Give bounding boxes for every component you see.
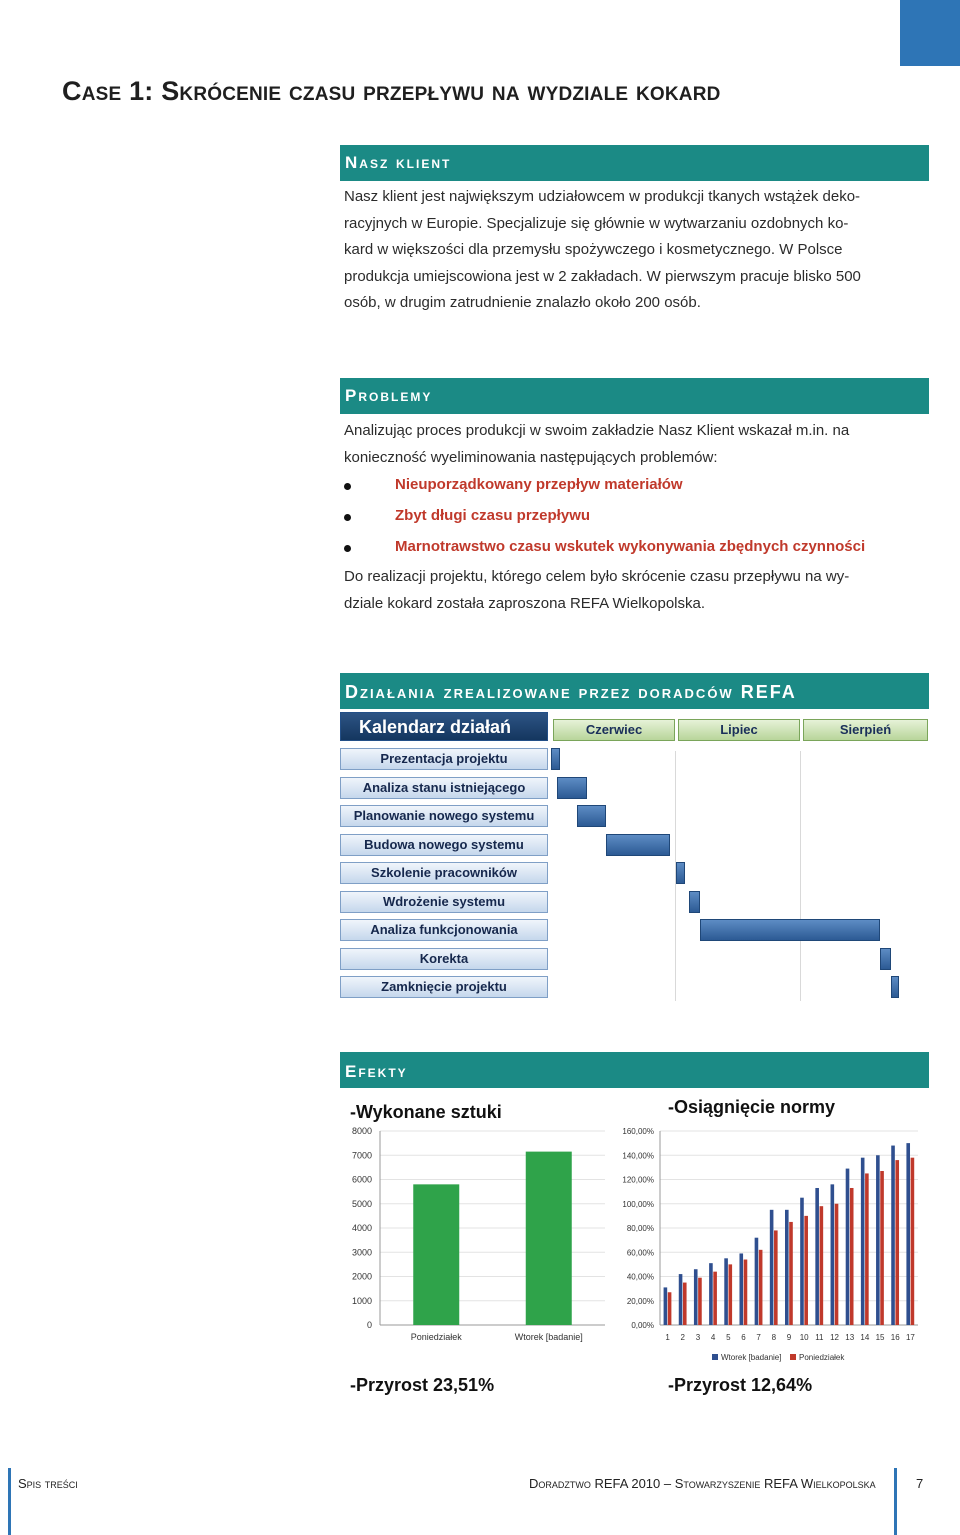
- bar: [526, 1152, 572, 1325]
- corner-accent: [900, 0, 960, 66]
- gantt-bar: [577, 805, 606, 827]
- bar: [876, 1155, 880, 1325]
- gantt-bar: [689, 891, 700, 913]
- gantt-bar: [676, 862, 685, 884]
- month-divider: [800, 751, 801, 1001]
- x-tick-label: 14: [860, 1333, 870, 1342]
- bar: [850, 1188, 854, 1325]
- gantt-task-label: Prezentacja projektu: [340, 748, 548, 770]
- y-tick-label: 80,00%: [626, 1224, 654, 1233]
- month-header: Lipiec: [678, 719, 800, 741]
- x-tick-label: 12: [830, 1333, 839, 1342]
- bar: [800, 1198, 804, 1325]
- gantt-chart: [339, 711, 931, 1001]
- footer-divider-right: [894, 1468, 897, 1535]
- x-tick-label: Wtorek [badanie]: [514, 1332, 583, 1342]
- list-item: Nieuporządkowany przepływ materiałów: [344, 476, 929, 507]
- section-header-client: Nasz klient: [340, 145, 929, 181]
- bar: [906, 1143, 910, 1325]
- x-tick-label: 6: [741, 1333, 746, 1342]
- bar: [698, 1278, 702, 1325]
- bar: [679, 1274, 683, 1325]
- y-tick-label: 5000: [351, 1198, 372, 1209]
- bar: [774, 1230, 778, 1325]
- bar: [683, 1283, 687, 1325]
- footer-divider-left: [8, 1468, 11, 1535]
- gantt-task-label: Szkolenie pracowników: [340, 862, 548, 884]
- bar: [835, 1204, 839, 1325]
- gantt-bar: [606, 834, 670, 856]
- x-tick-label: 17: [905, 1333, 915, 1342]
- bar: [413, 1184, 459, 1325]
- bar: [744, 1260, 748, 1325]
- y-tick-label: 8000: [351, 1126, 372, 1136]
- gantt-task-label: Analiza funkcjonowania: [340, 919, 548, 941]
- x-tick-label: 5: [726, 1333, 731, 1342]
- x-tick-label: 4: [710, 1333, 716, 1342]
- page-title: Case 1: Skrócenie czasu przepływu na wydziale kokard: [62, 76, 721, 106]
- legend-label: Wtorek [badanie]: [721, 1353, 782, 1362]
- bar: [755, 1238, 759, 1325]
- bar: [759, 1250, 763, 1325]
- month-header: Czerwiec: [553, 719, 675, 741]
- y-tick-label: 60,00%: [626, 1248, 654, 1258]
- y-tick-label: 20,00%: [626, 1296, 654, 1306]
- bar: [831, 1184, 835, 1325]
- gantt-task-label: Zamknięcie projektu: [340, 976, 548, 998]
- bar: [891, 1146, 895, 1325]
- gantt-bar: [880, 948, 891, 970]
- growth-pieces: -Przyrost 23,51%: [350, 1375, 495, 1395]
- chart-pieces: [340, 1120, 615, 1350]
- problems-outro: Do realizacji projektu, którego celem było skrócenie czasu przepływu na wy- dziale kokard została zaproszona REFA Wielkopolska.: [344, 568, 850, 612]
- bar: [846, 1169, 850, 1325]
- problems-intro: Analizując proces produkcji w swoim zakładzie Nasz Klient wskazał m.in. na konieczność wyeliminowania następujących problemów:: [344, 422, 850, 466]
- x-tick-label: 16: [890, 1333, 900, 1342]
- x-tick-label: 13: [845, 1333, 855, 1342]
- bar: [815, 1188, 819, 1325]
- y-tick-label: 0,00%: [631, 1321, 654, 1330]
- gantt-task-label: Wdrożenie systemu: [340, 891, 548, 913]
- bar: [739, 1253, 743, 1325]
- bar: [820, 1206, 824, 1325]
- section-header-actions: Działania zrealizowane przez doradców REFA: [340, 673, 929, 709]
- y-tick-label: 120,00%: [622, 1175, 654, 1185]
- bar: [709, 1263, 713, 1325]
- footer-title: Doradztwo REFA 2010 – Stowarzyszenie REFA Wielkopolska: [529, 1476, 876, 1491]
- gantt-task-label: Analiza stanu istniejącego: [340, 777, 548, 799]
- y-tick-label: 4000: [351, 1223, 372, 1233]
- bar: [668, 1292, 672, 1325]
- y-tick-label: 2000: [351, 1271, 372, 1282]
- section-header-effects: Efekty: [340, 1052, 929, 1088]
- bar: [694, 1269, 698, 1325]
- month-header: Sierpień: [803, 719, 928, 741]
- gantt-task-label: Budowa nowego systemu: [340, 834, 548, 856]
- bullet-icon: [344, 483, 351, 490]
- legend-swatch: [790, 1354, 796, 1360]
- y-tick-label: 40,00%: [626, 1272, 654, 1282]
- bar: [804, 1216, 808, 1325]
- legend-label: Poniedziałek: [799, 1353, 845, 1362]
- bar: [861, 1158, 865, 1325]
- x-tick-label: 15: [875, 1333, 885, 1342]
- y-tick-label: 3000: [351, 1247, 372, 1258]
- section-header-problems: Problemy: [340, 378, 929, 414]
- chart-label-pieces: -Wykonane sztuki: [350, 1102, 502, 1122]
- toc-link[interactable]: Spis treści: [18, 1476, 78, 1491]
- x-tick-label: 1: [665, 1333, 670, 1342]
- x-tick-label: 8: [771, 1333, 777, 1342]
- y-tick-label: 6000: [351, 1174, 372, 1185]
- y-tick-label: 100,00%: [622, 1199, 654, 1209]
- bar: [895, 1160, 899, 1325]
- bar: [785, 1210, 789, 1325]
- bullet-icon: [344, 545, 351, 552]
- y-tick-label: 0: [366, 1320, 372, 1330]
- calendar-title: Kalendarz działań: [340, 712, 548, 741]
- page-number: 7: [916, 1476, 924, 1491]
- chart-norm: [616, 1120, 928, 1370]
- chart-label-norm: -Osiągnięcie normy: [668, 1097, 836, 1117]
- bullet-icon: [344, 514, 351, 521]
- x-tick-label: 2: [680, 1333, 685, 1342]
- problems-list: [344, 476, 929, 569]
- list-item: Marnotrawstwo czasu wskutek wykonywania zbędnych czynności: [344, 538, 929, 569]
- bar: [713, 1272, 717, 1325]
- bar: [728, 1264, 732, 1325]
- legend-swatch: [712, 1354, 718, 1360]
- bar: [880, 1171, 884, 1325]
- y-tick-label: 7000: [351, 1150, 372, 1161]
- gantt-bar: [557, 777, 587, 799]
- gantt-bar: [551, 748, 560, 770]
- y-tick-label: 1000: [351, 1295, 372, 1306]
- x-tick-label: 9: [786, 1333, 792, 1342]
- list-item: Zbyt długi czasu przepływu: [344, 507, 929, 538]
- gantt-task-label: Planowanie nowego systemu: [340, 805, 548, 827]
- gantt-task-label: Korekta: [340, 948, 548, 970]
- x-tick-label: 11: [815, 1333, 824, 1342]
- bar: [865, 1173, 869, 1325]
- x-tick-label: 7: [756, 1333, 761, 1342]
- bar: [770, 1210, 774, 1325]
- y-tick-label: 140,00%: [622, 1151, 654, 1161]
- growth-norm: -Przyrost 12,64%: [668, 1375, 813, 1395]
- x-tick-label: 3: [695, 1333, 701, 1342]
- gantt-bar: [700, 919, 880, 941]
- x-tick-label: 10: [799, 1333, 809, 1342]
- bar: [664, 1287, 668, 1325]
- gantt-bar: [891, 976, 899, 998]
- bar: [911, 1158, 915, 1325]
- bar: [789, 1222, 793, 1325]
- y-tick-label: 160,00%: [622, 1127, 654, 1136]
- client-description: Nasz klient jest największym udziałowcem w produkcji tkanych wstążek deko- racyjnych w Europie. Specjalizuje się głównie w wytwarzaniu ozdobnych ko- kard w większości dla przemysłu spożywczego i kosmetycznego. W Polsce produkcja umiejscowiona jest w 2 zakładach. W pierwszym pracuje blisko 500 osób, w drugim zatrudnienie znalazło około 200 osób.: [344, 188, 861, 311]
- bar: [724, 1258, 728, 1325]
- x-tick-label: Poniedziałek: [410, 1332, 462, 1342]
